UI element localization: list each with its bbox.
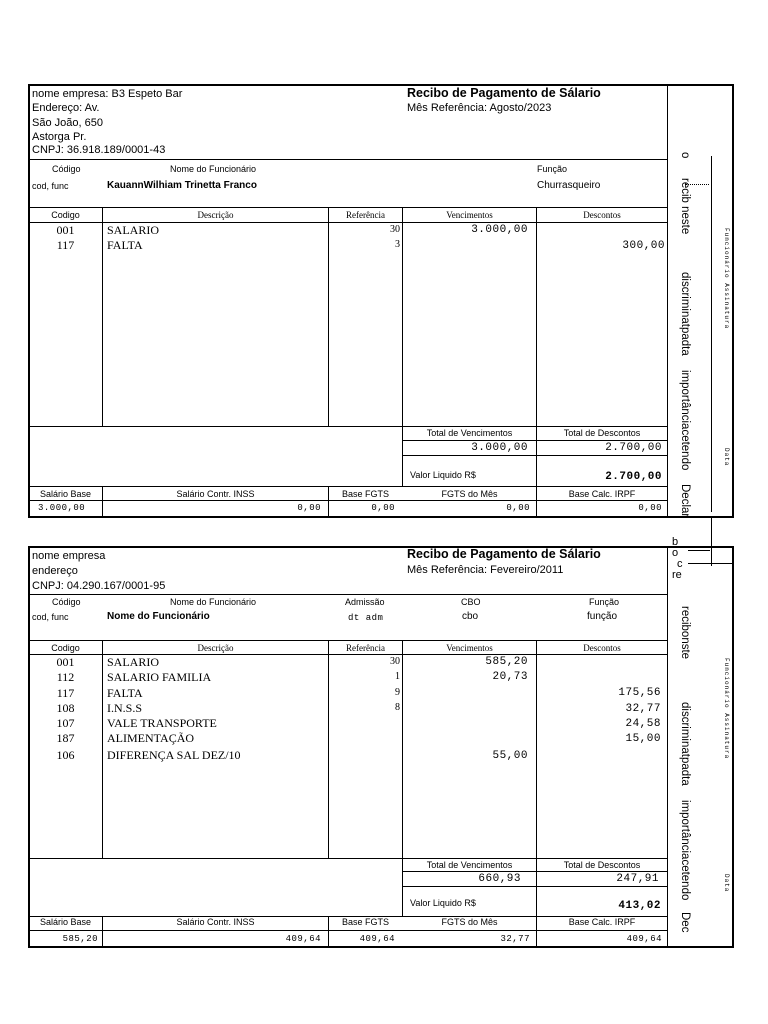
employee-signature-label: Funcionário Assinatura: [723, 658, 730, 760]
fgts-base-value: 409,64: [359, 934, 395, 944]
side-declaration-text: importânciacetendo: [679, 800, 691, 901]
item-description: FALTA: [107, 686, 143, 700]
column-header-deductions: Descontos: [583, 210, 621, 220]
item-reference: 3: [395, 239, 400, 250]
item-reference: 1: [395, 671, 400, 682]
side-declaration-text: discriminatpadta: [679, 702, 691, 786]
side-declaration-text: o: [679, 152, 691, 159]
header-employee-label: Nome do Funcionário: [170, 597, 257, 607]
side-declaration-text: recib neste: [679, 178, 691, 235]
company-address-line1: Endereço: Av.: [32, 102, 100, 114]
column-header-reference: Referência: [346, 643, 385, 653]
item-description: FALTA: [107, 238, 143, 252]
employee-role: Churrasqueiro: [537, 180, 601, 191]
item-reference: 8: [395, 702, 400, 713]
item-description: VALE TRANSPORTE: [107, 716, 217, 730]
item-description: SALARIO: [107, 223, 160, 237]
side-declaration-text: b: [672, 536, 679, 548]
item-reference: 9: [395, 687, 400, 698]
header-role-label: Função: [589, 597, 620, 607]
header-employee-label: Nome do Funcionário: [170, 164, 257, 174]
total-earnings-label: Total de Vencimentos: [426, 428, 513, 438]
column-header-earnings: Vencimentos: [446, 210, 493, 220]
employee-cbo: cbo: [462, 611, 479, 622]
fgts-base-value: 0,00: [371, 503, 395, 513]
side-declaration-text: recibonste: [679, 606, 691, 660]
inss-salary-value: 409,64: [285, 934, 321, 944]
company-address: endereço: [32, 565, 78, 577]
side-declaration-text: o: [672, 547, 679, 559]
item-earnings: 585,20: [485, 656, 528, 668]
date-label: Data: [723, 874, 730, 893]
column-header-earnings: Vencimentos: [446, 643, 493, 653]
company-name: nome empresa: [32, 550, 106, 562]
receipt-title: Recibo de Pagamento de Sálario: [407, 86, 601, 100]
inss-salary-value: 0,00: [297, 503, 321, 513]
employee-name: KauannWilhiam Trinetta Franco: [107, 180, 257, 191]
column-header-deductions: Descontos: [583, 643, 621, 653]
item-description: ALIMENTAÇÃO: [107, 731, 195, 745]
salary-base-label: Salário Base: [39, 489, 92, 499]
total-earnings-label: Total de Vencimentos: [426, 860, 513, 870]
item-code: 108: [56, 701, 75, 715]
item-description: SALARIO: [107, 655, 160, 669]
company-cnpj: CNPJ: 04.290.167/0001-95: [32, 580, 166, 592]
employee-name: Nome do Funcionário: [107, 611, 210, 622]
item-description: DIFERENÇA SAL DEZ/10: [107, 748, 241, 762]
date-label: Data: [723, 448, 730, 467]
employee-code: cod, func: [32, 612, 69, 622]
item-code: 117: [56, 686, 75, 700]
item-earnings: 3.000,00: [471, 224, 528, 236]
item-deductions: 24,58: [625, 718, 661, 730]
item-deductions: 300,00: [622, 240, 665, 252]
item-code: 001: [56, 223, 75, 237]
item-deductions: 175,56: [618, 687, 661, 699]
company-cnpj: CNPJ: 36.918.189/0001-43: [32, 144, 166, 156]
side-declaration-text: Declar: [679, 484, 691, 518]
salary-base-value: 3.000,00: [38, 503, 86, 513]
side-declaration-text: Dec: [679, 912, 691, 933]
total-earnings-value: 660,93: [478, 873, 521, 885]
item-reference: 30: [390, 224, 400, 235]
fgts-month-value: 32,77: [500, 934, 530, 944]
header-admission-label: Admissão: [345, 597, 385, 607]
header-cbo-label: CBO: [461, 597, 481, 607]
reference-month: Mês Referência: Agosto/2023: [407, 102, 552, 114]
fgts-month-label: FGTS do Mês: [441, 489, 498, 499]
column-header-code: Codigo: [51, 643, 80, 653]
irpf-base-label: Base Calc. IRPF: [568, 489, 636, 499]
admission-date: dt adm: [348, 613, 384, 623]
item-description: I.N.S.S: [107, 701, 143, 715]
irpf-base-value: 0,00: [638, 503, 662, 513]
company-address-line2: São João, 650: [32, 117, 103, 129]
column-header-code: Codigo: [51, 210, 80, 220]
item-reference: 30: [390, 656, 400, 667]
receipt-title: Recibo de Pagamento de Sálario: [407, 547, 601, 561]
net-pay-value: 413,02: [618, 900, 661, 912]
item-code: 187: [56, 731, 75, 745]
side-declaration-text: importânciacetendo: [679, 370, 691, 471]
fgts-month-label: FGTS do Mês: [441, 917, 498, 927]
column-header-description: Descrição: [197, 210, 234, 220]
item-earnings: 20,73: [492, 671, 528, 683]
item-code: 117: [56, 238, 75, 252]
total-deductions-label: Total de Descontos: [563, 860, 641, 870]
total-deductions-value: 247,91: [616, 873, 659, 885]
header-code-label: Código: [52, 597, 81, 607]
side-declaration-text: c: [677, 558, 683, 570]
item-code: 106: [56, 748, 75, 762]
column-header-description: Descrição: [197, 643, 234, 653]
employee-signature-label: Funcionário Assinatura: [723, 228, 730, 330]
item-deductions: 15,00: [625, 733, 661, 745]
side-declaration-text: re: [672, 569, 682, 581]
company-name: nome empresa: B3 Espeto Bar: [32, 88, 183, 100]
column-header-reference: Referência: [346, 210, 385, 220]
fgts-base-label: Base FGTS: [341, 917, 389, 927]
company-address-line3: Astorga Pr.: [32, 131, 87, 143]
fgts-base-label: Base FGTS: [341, 489, 389, 499]
net-pay-label: Valor Liquido R$: [410, 898, 476, 908]
inss-salary-label: Salário Contr. INSS: [176, 489, 255, 499]
irpf-base-label: Base Calc. IRPF: [568, 917, 636, 927]
salary-base-label: Salário Base: [39, 917, 92, 927]
irpf-base-value: 409,64: [626, 934, 662, 944]
reference-month: Mês Referência: Fevereiro/2011: [407, 564, 564, 576]
fgts-month-value: 0,00: [506, 503, 530, 513]
total-earnings-value: 3.000,00: [471, 442, 528, 454]
item-earnings: 55,00: [492, 750, 528, 762]
employee-role: função: [587, 611, 618, 622]
salary-base-value: 585,20: [62, 934, 98, 944]
employee-code: cod, func: [32, 181, 69, 191]
header-role-label: Função: [537, 164, 568, 174]
net-pay-value: 2.700,00: [605, 471, 662, 483]
inss-salary-label: Salário Contr. INSS: [176, 917, 255, 927]
header-code-label: Código: [52, 164, 81, 174]
item-description: SALARIO FAMILIA: [107, 670, 212, 684]
total-deductions-label: Total de Descontos: [563, 428, 641, 438]
item-code: 112: [56, 670, 75, 684]
item-code: 001: [56, 655, 75, 669]
item-code: 107: [56, 716, 75, 730]
item-deductions: 32,77: [625, 703, 661, 715]
side-declaration-text: discriminatpadta: [679, 272, 691, 356]
total-deductions-value: 2.700,00: [605, 442, 662, 454]
net-pay-label: Valor Liquido R$: [410, 470, 476, 480]
